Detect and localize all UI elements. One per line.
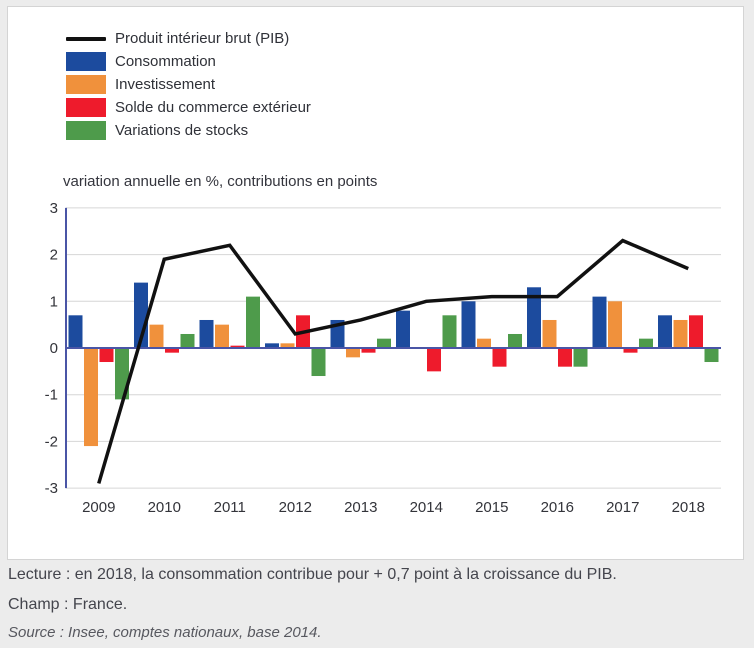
bar-2-2009: [100, 348, 114, 362]
x-tick-label: 2009: [82, 499, 116, 516]
bar-3-2017: [639, 339, 653, 348]
bar-0-2014: [396, 311, 410, 348]
bar-line-chart: [41, 198, 741, 528]
bar-3-2010: [181, 334, 195, 348]
y-tick-label: 3: [49, 199, 58, 217]
bar-1-2018: [674, 320, 688, 348]
bar-3-2013: [377, 339, 391, 348]
chart-subtitle: variation annuelle en %, contributions en points: [63, 173, 378, 190]
legend-item-stocks: [66, 121, 311, 140]
legend-item-solde: [66, 98, 311, 117]
x-tick-label: 2017: [606, 499, 640, 516]
bar-3-2016: [574, 348, 588, 367]
x-tick-label: 2011: [213, 499, 246, 516]
x-tick-label: 2013: [344, 499, 378, 516]
x-tick-label: 2014: [409, 499, 443, 516]
bar-1-2013: [346, 348, 360, 357]
bar-1-2010: [150, 325, 164, 348]
y-tick-label: -2: [44, 433, 58, 451]
y-tick-label: 1: [49, 293, 58, 311]
footer-lecture-note: Lecture : en 2018, la consommation contribue pour + 0,7 point à la croissance du PIB.: [8, 566, 617, 583]
bar-0-2017: [593, 297, 607, 348]
pib-line: [99, 241, 689, 484]
bar-3-2014: [443, 315, 457, 348]
bar-1-2009: [84, 348, 98, 446]
x-tick-label: 2015: [475, 499, 509, 516]
x-tick-label: 2010: [147, 499, 181, 516]
x-tick-label: 2016: [540, 499, 574, 516]
y-tick-label: 0: [49, 340, 58, 357]
legend-swatch-consommation: [66, 52, 106, 71]
footer-source-note: Source : Insee, comptes nationaux, base 2014.: [8, 624, 322, 641]
legend-label-investissement: Investissement: [115, 76, 216, 93]
chart-legend: [66, 29, 311, 140]
legend-swatch-solde: [66, 98, 106, 117]
line-glyph: [66, 37, 106, 41]
bar-0-2015: [462, 301, 476, 348]
bar-1-2016: [543, 320, 557, 348]
legend-item-consommation: [66, 52, 311, 71]
bar-3-2015: [508, 334, 522, 348]
legend-swatch-stocks: [66, 121, 106, 140]
x-tick-label: 2018: [671, 499, 705, 516]
bar-2-2014: [427, 348, 441, 371]
bar-2-2018: [689, 315, 703, 348]
chart-card: [7, 6, 744, 560]
bar-3-2018: [705, 348, 719, 362]
x-tick-label: 2012: [278, 499, 312, 516]
bar-0-2011: [200, 320, 214, 348]
bar-1-2015: [477, 339, 491, 348]
legend-label-stocks: Variations de stocks: [115, 122, 249, 139]
bar-3-2011: [246, 297, 260, 348]
bar-3-2012: [312, 348, 326, 376]
y-tick-label: -1: [44, 386, 58, 404]
legend-label-solde: Solde du commerce extérieur: [115, 99, 311, 116]
footer-champ-note: Champ : France.: [8, 596, 128, 613]
bar-1-2011: [215, 325, 229, 348]
legend-item-investissement: [66, 75, 311, 94]
legend-label-pib: Produit intérieur brut (PIB): [115, 30, 290, 47]
pib-line-swatch: [66, 29, 106, 48]
y-tick-label: -3: [44, 480, 58, 498]
legend-item-pib: [66, 29, 311, 48]
bar-1-2017: [608, 301, 622, 348]
bar-0-2018: [658, 315, 672, 348]
bar-2-2015: [493, 348, 507, 367]
bar-2-2016: [558, 348, 572, 367]
legend-label-consommation: Consommation: [115, 53, 216, 70]
legend-swatch-investissement: [66, 75, 106, 94]
y-tick-label: 2: [49, 246, 58, 264]
bar-0-2009: [69, 315, 83, 348]
